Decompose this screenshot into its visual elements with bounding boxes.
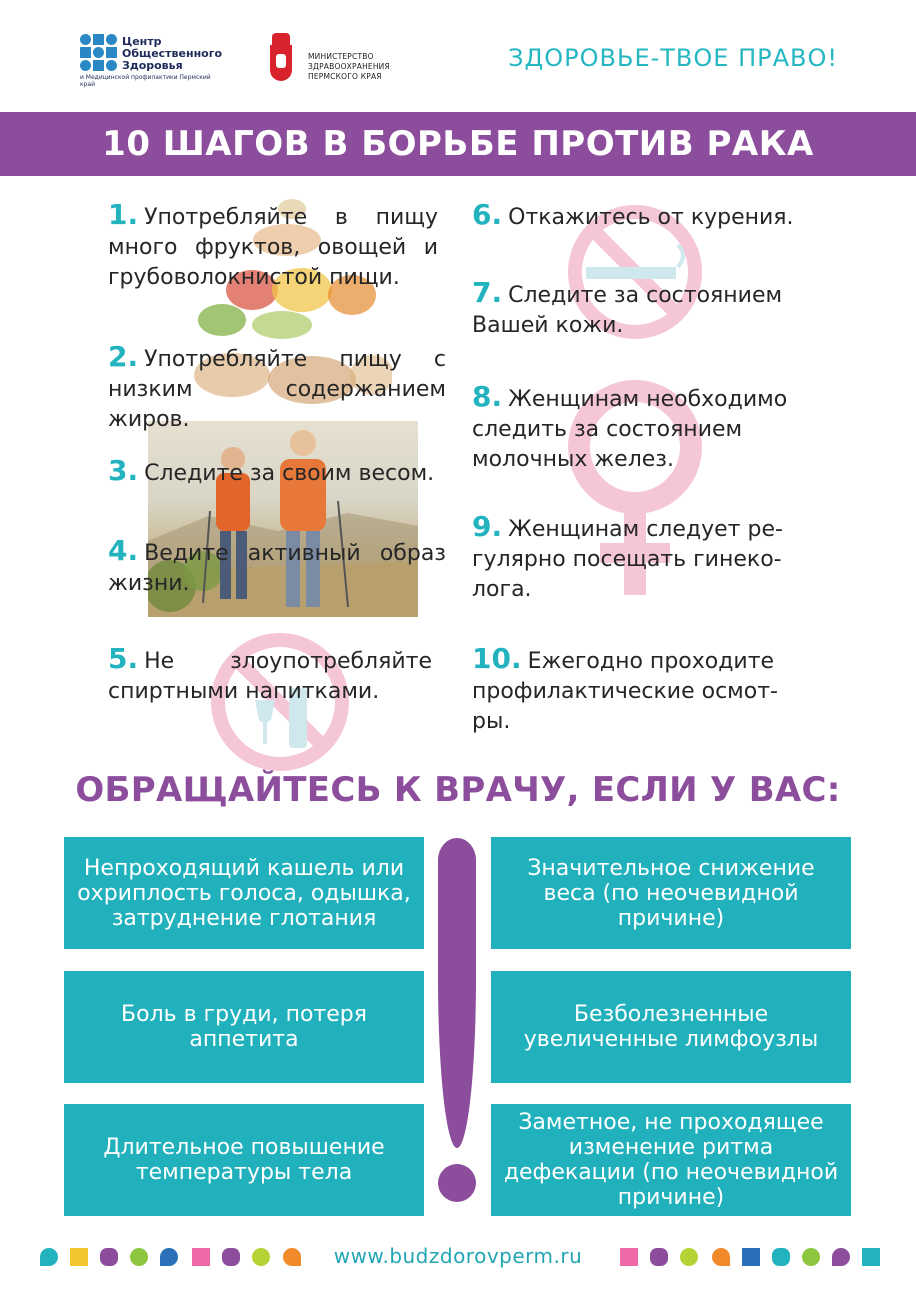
slogan: ЗДОРОВЬЕ-ТВОЕ ПРАВО! xyxy=(508,44,838,72)
exclamation-mark-icon xyxy=(438,838,476,1148)
footer-circle-icon xyxy=(802,1248,820,1266)
footer-leaf-icon xyxy=(832,1248,850,1266)
page-title: 10 ШАГОВ В БОРЬБЕ ПРОТИВ РАКА xyxy=(102,124,814,164)
center-logo-name: Центр Общественного Здоровья xyxy=(122,35,223,72)
footer-clover-icon xyxy=(650,1248,668,1266)
symptom-box-chest-pain: Боль в груди, потеря аппетита xyxy=(64,971,424,1083)
step-8: 8. Женщинам необходимо следить за состоянием молочных желез. xyxy=(472,380,788,472)
footer-clover-icon xyxy=(222,1248,240,1266)
symptom-box-cough: Непроходящий кашель или охриплость голоса, одышка, затруднение глотания xyxy=(64,837,424,949)
website-link[interactable]: www.budzdorovperm.ru xyxy=(333,1244,583,1268)
ministry-name: МИНИСТЕРСТВО ЗДРАВООХРАНЕНИЯ ПЕРМСКОГО КРАЯ xyxy=(308,52,390,81)
footer-clover-icon xyxy=(100,1248,118,1266)
footer-square-icon xyxy=(620,1248,638,1266)
step-1: 1. Употребляйте в пищу много фруктов, овощей и грубоволокнистой пищи. xyxy=(108,198,438,290)
symptom-box-lymph-nodes: Безболезненные увеличенные лимфоузлы xyxy=(491,971,851,1083)
step-2: 2. Употребляйте пищу с низким содержанием жиров. xyxy=(108,340,446,432)
step-5: 5. Не злоупотребляйте спиртными напитками. xyxy=(108,642,432,704)
footer-circle-icon xyxy=(252,1248,270,1266)
symptom-box-fever: Длительное повышение температуры тела xyxy=(64,1104,424,1216)
step-10: 10. Ежегодно проходите профилактические осмот-ры. xyxy=(472,642,778,734)
step-7: 7. Следите за состоянием Вашей кожи. xyxy=(472,276,783,338)
footer-square-icon xyxy=(862,1248,880,1266)
symptom-box-weight-loss: Значительное снижение веса (по неочевидной причине) xyxy=(491,837,851,949)
footer-clover-icon xyxy=(772,1248,790,1266)
footer-heart-icon xyxy=(283,1248,301,1266)
symptom-box-bowel: Заметное, не проходящее изменение ритма дефекации (по неочевидной причине) xyxy=(491,1104,851,1216)
footer-circle-icon xyxy=(680,1248,698,1266)
footer-drop-icon xyxy=(40,1248,58,1266)
footer-leaf-icon xyxy=(160,1248,178,1266)
step-3: 3. Следите за своим весом. xyxy=(108,454,435,487)
step-4: 4. Ведите активный образ жизни. xyxy=(108,534,446,596)
step-9: 9. Женщинам следует ре-гулярно посещать гинеко-лога. xyxy=(472,510,783,602)
footer-square-icon xyxy=(70,1248,88,1266)
footer-circle-icon xyxy=(130,1248,148,1266)
footer-heart-icon xyxy=(712,1248,730,1266)
center-logo-subtitle: и Медицинской профилактики Пермский край xyxy=(80,74,211,88)
step-6: 6. Откажитесь от курения. xyxy=(472,198,794,231)
exclamation-dot-icon xyxy=(438,1164,476,1202)
footer-square-icon xyxy=(742,1248,760,1266)
center-logo-icon xyxy=(80,34,118,72)
perm-crest-icon xyxy=(270,33,292,83)
footer-square-icon xyxy=(192,1248,210,1266)
doctor-section-title: ОБРАЩАЙТЕСЬ К ВРАЧУ, ЕСЛИ У ВАС: xyxy=(75,770,841,810)
